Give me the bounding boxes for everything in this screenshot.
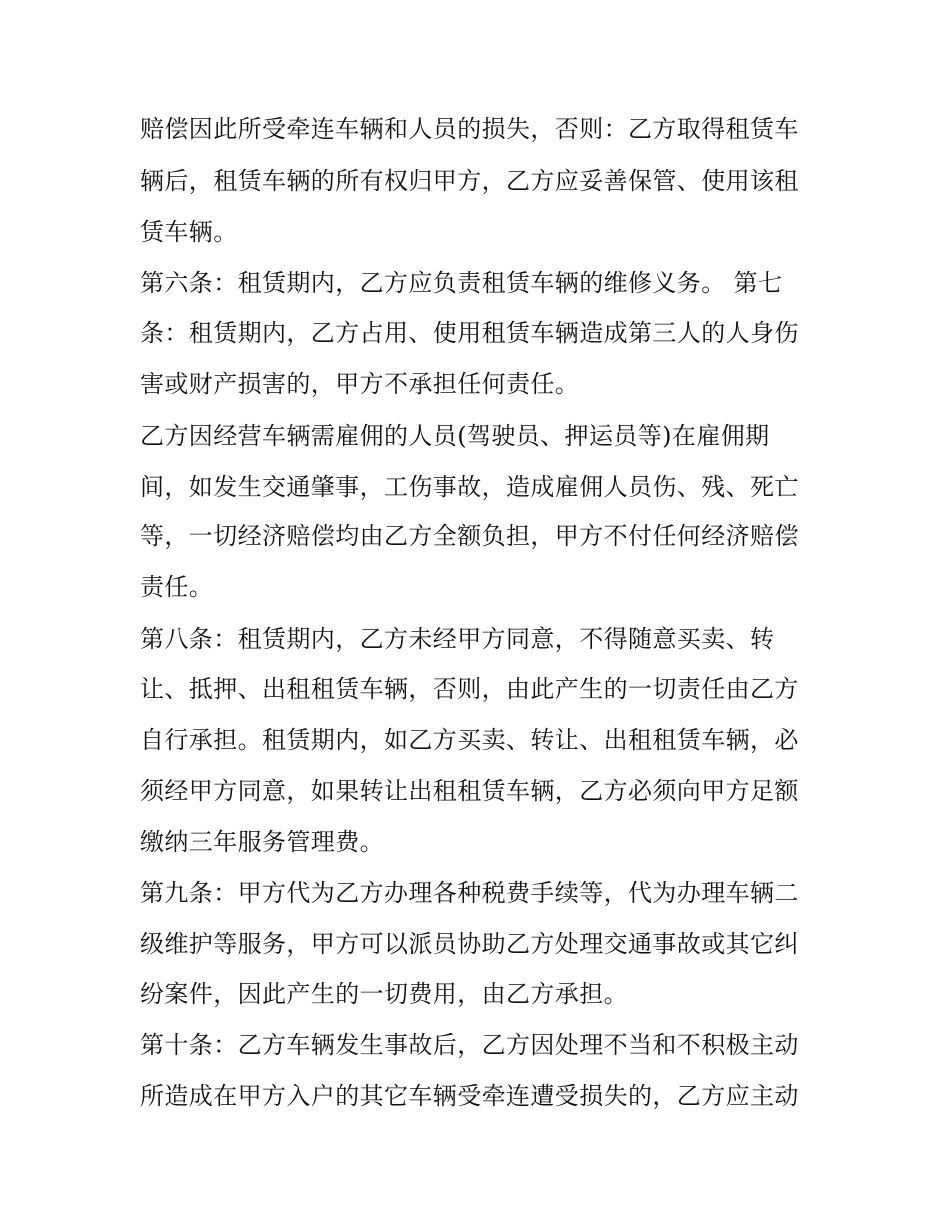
text-line: 所造成在甲方入户的其它车辆受牵连遭受损失的，乙方应主动 [140, 1082, 799, 1110]
text-line: 第八条：租赁期内，乙方未经甲方同意，不得随意买卖、转 [140, 625, 775, 653]
text-line: 间，如发生交通肇事，工伤事故，造成雇佣人员伤、残、死亡 [140, 473, 799, 501]
text-line: 让、抵押、出租租赁车辆，否则，由此产生的一切责任由乙方 [140, 675, 799, 703]
text-line: 缴纳三年服务管理费。 [140, 828, 384, 856]
text-line: 赁车辆。 [140, 218, 238, 246]
text-line: 乙方因经营车辆需雇佣的人员(驾驶员、押运员等)在雇佣期 [140, 422, 770, 450]
text-line: 第九条：甲方代为乙方办理各种税费手续等，代为办理车辆二 [140, 879, 799, 907]
text-line: 害或财产损害的，甲方不承担任何责任。 [140, 370, 580, 398]
text-line: 第六条：租赁期内，乙方应负责租赁车辆的维修义务。 第七 [140, 269, 783, 297]
text-line: 自行承担。租赁期内，如乙方买卖、转让、出租租赁车辆，必 [140, 726, 799, 754]
text-line: 辆后，租赁车辆的所有权归甲方，乙方应妥善保管、使用该租 [140, 167, 799, 195]
text-line: 须经甲方同意，如果转让出租租赁车辆，乙方必须向甲方足额 [140, 777, 799, 805]
text-line: 纷案件，因此产生的一切费用，由乙方承担。 [140, 980, 628, 1008]
text-line: 赔偿因此所受牵连车辆和人员的损失，否则：乙方取得租赁车 [140, 115, 799, 143]
text-line: 责任。 [140, 573, 214, 601]
text-line: 级维护等服务，甲方可以派员协助乙方处理交通事故或其它纠 [140, 930, 799, 958]
text-line: 条：租赁期内，乙方占用、使用租赁车辆造成第三人的人身伤 [140, 319, 799, 347]
text-line: 等，一切经济赔偿均由乙方全额负担，甲方不付任何经济赔偿 [140, 522, 799, 550]
text-line: 第十条：乙方车辆发生事故后，乙方因处理不当和不积极主动 [140, 1031, 799, 1059]
